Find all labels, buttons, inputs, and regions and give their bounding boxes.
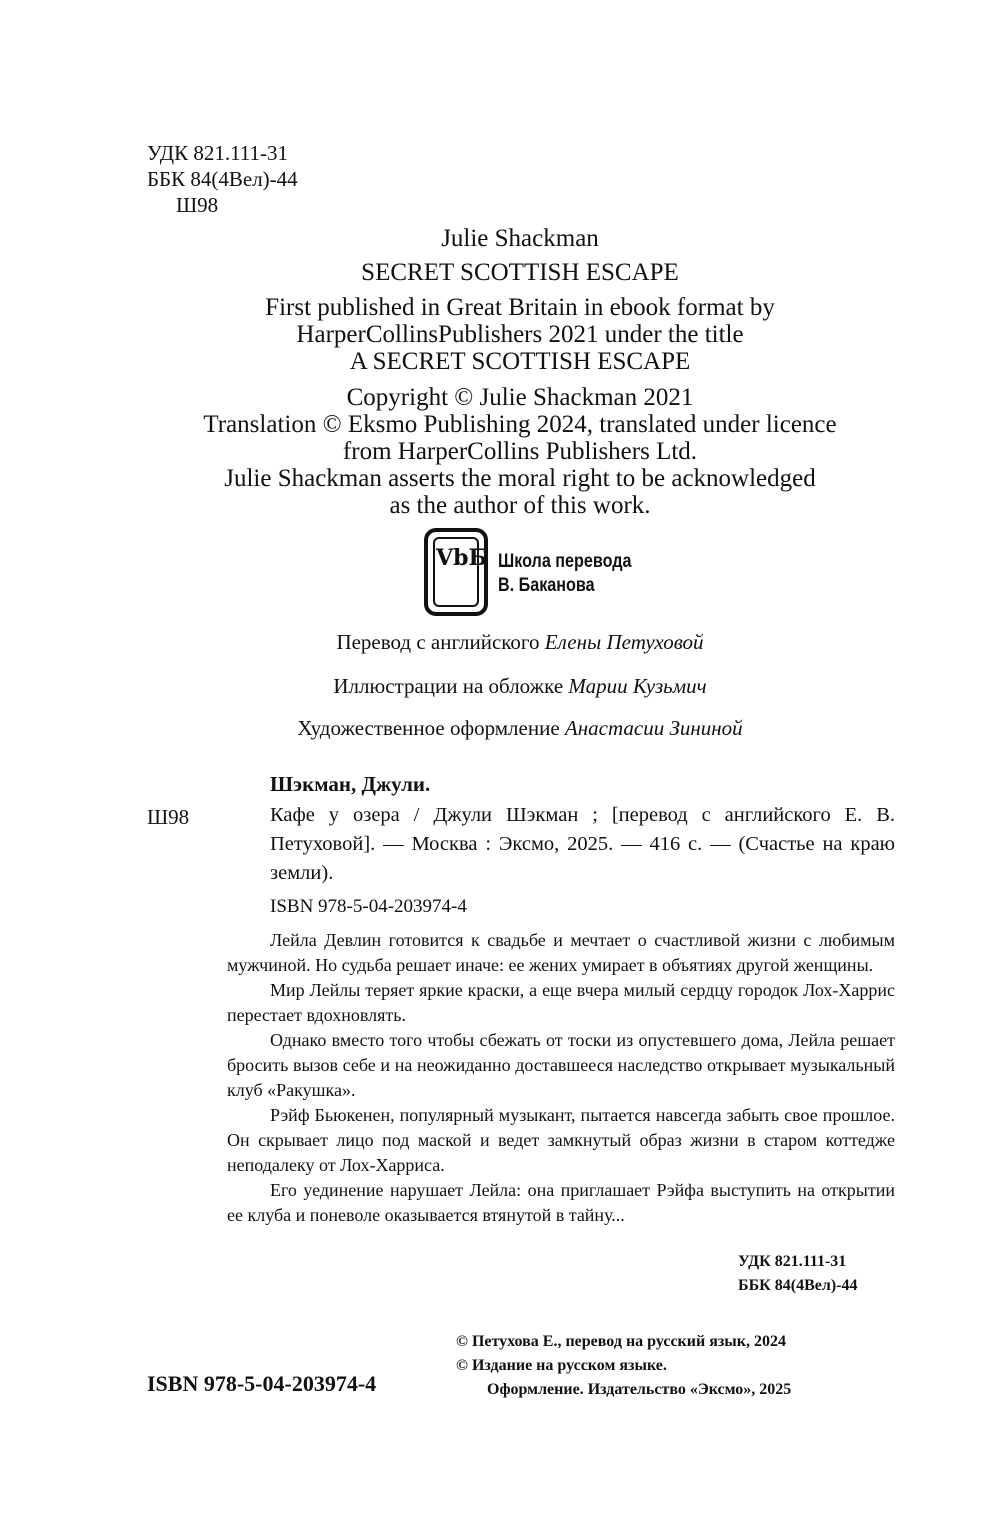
bbk-code: ББК 84(4Вел)-44 — [147, 167, 298, 191]
annotation-paragraph: Его уединение нарушает Лейла: она приглашает Рэйфа выступить на открытии ее клуба и поневоле оказывается втянутой в тайну... — [227, 1180, 895, 1225]
credit-name: Анастасии Зининой — [564, 716, 743, 740]
translation-school-logo — [424, 528, 634, 618]
copyright-translation: © Петухова Е., перевод на русский язык, 2024 — [456, 1333, 787, 1350]
logo-caption-line: Школа перевода — [498, 551, 632, 572]
udk-code: УДК 821.111-31 — [147, 141, 289, 165]
footer-bbk: ББК 84(4Вел)-44 — [738, 1277, 858, 1294]
original-author: Julie Shackman — [441, 225, 599, 252]
logo-caption-line: В. Баканова — [498, 575, 595, 596]
annotation-paragraph: Лейла Девлин готовится к свадьбе и мечтает о счастливой жизни с любимым мужчиной. Но судьба решает иначе: ее жених умирает в объятиях другой женщины. — [227, 930, 895, 975]
catalog-description — [270, 801, 895, 888]
annotation-paragraph: Однако вместо того чтобы сбежать от тоски из опустевшего дома, Лейла решает бросить вызов себе и на неожиданно доставшееся наследство открывает музыкальный клуб «Ракушка». — [227, 1030, 895, 1100]
credit-design — [120, 715, 920, 741]
annotation-paragraph: Рэйф Бьюкенен, популярный музыкант, пытается навсегда забыть свое прошлое. Он скрывает лицо под маской и ведет замкнутый образ жизни в старом коттедже неподалеку от Лох-Харриса. — [227, 1105, 895, 1175]
credit-role: Иллюстрации на обложке — [333, 674, 564, 698]
credit-name: Елены Петуховой — [544, 630, 704, 654]
credit-illustration — [120, 673, 920, 699]
footer-udk: УДК 821.111-31 — [738, 1253, 847, 1270]
credit-translation — [120, 629, 920, 655]
classification-codes — [147, 140, 298, 218]
catalog-author-mark: Ш98 — [147, 805, 190, 829]
credit-name: Марии Кузьмич — [568, 674, 707, 698]
copyright-line: as the author of this work. — [389, 492, 651, 519]
author-mark: Ш98 — [176, 193, 219, 217]
copyright-line: Julie Shackman asserts the moral right to be acknowledged — [224, 465, 816, 492]
copyright-line: from HarperCollins Publishers Ltd. — [342, 438, 698, 465]
catalog-isbn: ISBN 978-5-04-203974-4 — [270, 896, 467, 917]
footer-codes — [738, 1250, 858, 1298]
footer-isbn: ISBN 978-5-04-203974-4 — [147, 1371, 377, 1396]
publication-line: A SECRET SCOTTISH ESCAPE — [349, 348, 691, 375]
footer-copyright — [456, 1330, 791, 1402]
logo-caption — [498, 550, 631, 598]
publication-line: First published in Great Britain in ebook format by — [265, 294, 775, 321]
copyright-line: Translation © Eksmo Publishing 2024, translated under licence — [203, 411, 837, 438]
copyright-design: Оформление. Издательство «Эксмо», 2025 — [487, 1381, 792, 1398]
publication-line: HarperCollinsPublishers 2021 under the title — [296, 321, 744, 348]
catalog-author-heading: Шэкман, Джули. — [270, 772, 431, 796]
credit-role: Художественное оформление — [297, 716, 560, 740]
logo-frame — [424, 528, 488, 616]
copyright-edition: © Издание на русском языке. — [456, 1357, 667, 1374]
copyright-note — [120, 384, 920, 519]
original-title: SECRET SCOTTISH ESCAPE — [361, 259, 679, 286]
logo-monogram: VbБ — [436, 545, 488, 571]
annotation-paragraph: Мир Лейлы теряет яркие краски, а еще вчера милый сердцу городок Лох-Харрис перестает вдохновлять. — [227, 980, 895, 1025]
catalog-description-text: Кафе у озера / Джули Шэкман ; [перевод с английского Е. В. Петуховой]. — Москва : Эксмо, 2025. — 416 с. — (Счастье на краю земли). — [270, 804, 895, 884]
copyright-line: Copyright © Julie Shackman 2021 — [346, 384, 694, 411]
credit-role: Перевод с английского — [336, 630, 540, 654]
publication-note — [120, 294, 920, 375]
annotation — [227, 928, 895, 1228]
